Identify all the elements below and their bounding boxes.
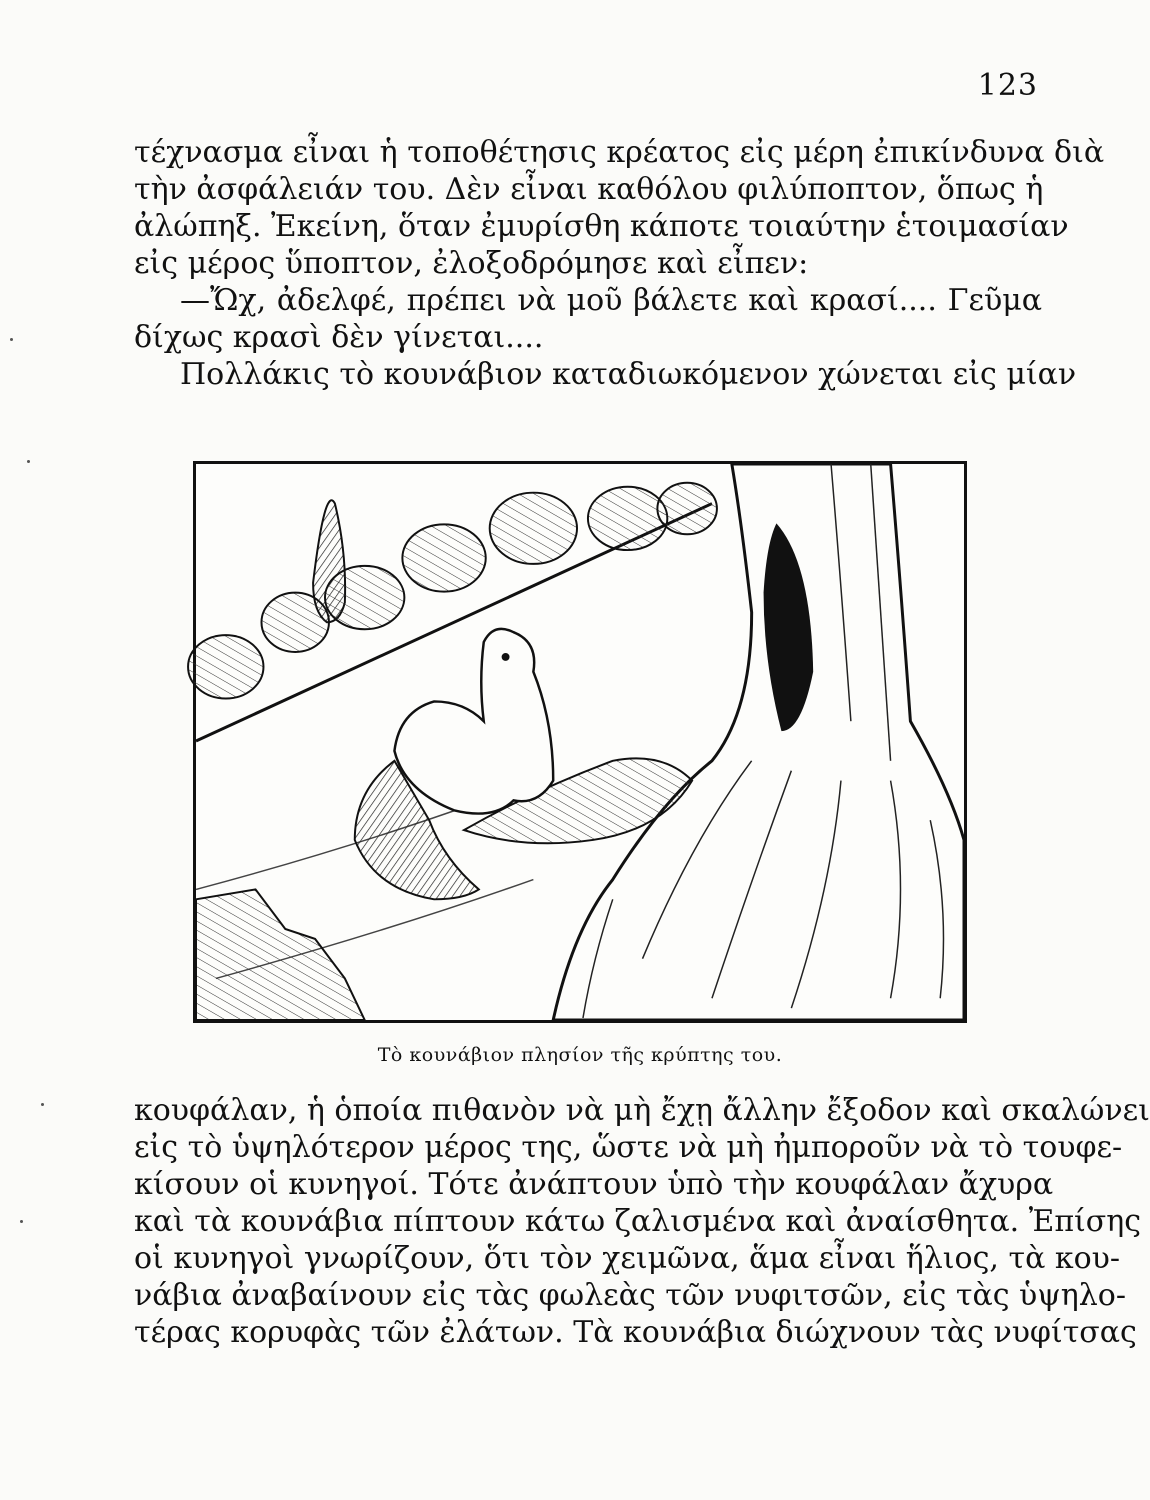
text-line: τέχνασμα εἶναι ἡ τοποθέτησις κρέατος εἰς μέρη ἐπικίνδυνα διὰ — [134, 135, 1105, 170]
text-line: κουφάλαν, ἡ ὁποία πιθανὸν νὰ μὴ ἔχῃ ἄλλην ἔξοδον καὶ σκαλώνει — [134, 1093, 1150, 1128]
paper-speck — [27, 460, 30, 463]
figure-caption: Τὸ κουνάβιον πλησίον τῆς κρύπτης του. — [377, 1044, 783, 1066]
paper-speck — [41, 1103, 44, 1106]
marten-illustration — [193, 461, 967, 1023]
text-line: τέρας κορυφὰς τῶν ἐλάτων. Τὰ κουνάβια διώχνουν τὰς νυφίτσας — [134, 1315, 1137, 1350]
text-line: ἀλώπηξ. Ἐκείνη, ὅταν ἐμυρίσθη κάποτε τοιαύτην ἑτοιμασίαν — [134, 209, 1069, 244]
text-line: τὴν ἀσφάλειάν του. Δὲν εἶναι καθόλου φιλύποπτον, ὅπως ἡ — [134, 172, 1044, 207]
text-line: οἱ κυνηγοὶ γνωρίζουν, ὅτι τὸν χειμῶνα, ἅμα εἶναι ἥλιος, τὰ κου- — [134, 1241, 1121, 1276]
text-top — [134, 134, 1105, 393]
text-line: καὶ τὰ κουνάβια πίπτουν κάτω ζαλισμένα καὶ ἀναίσθητα. Ἐπίσης — [134, 1204, 1142, 1239]
text-line: δίχως κρασὶ δὲν γίνεται.... — [134, 320, 544, 355]
text-line: κίσουν οἱ κυνηγοί. Τότε ἀνάπτουν ὑπὸ τὴν κουφάλαν ἄχυρα — [134, 1167, 1054, 1202]
text-line: εἰς τὸ ὑψηλότερον μέρος της, ὥστε νὰ μὴ ἠμποροῦν νὰ τὸ τουφε- — [134, 1130, 1123, 1165]
illustration-drawing — [196, 464, 964, 1020]
page-number: 123 — [977, 68, 1038, 103]
text-bottom — [134, 1092, 1150, 1351]
text-line: νάβια ἀναβαίνουν εἰς τὰς φωλεὰς τῶν νυφιτσῶν, εἰς τὰς ὑψηλο- — [134, 1278, 1126, 1313]
text-line: εἰς μέρος ὕποπτον, ἐλοξοδρόμησε καὶ εἶπεν: — [134, 246, 809, 281]
text-line: Πολλάκις τὸ κουνάβιον καταδιωκόμενον χώνεται εἰς μίαν — [180, 357, 1077, 392]
paper-speck — [20, 1220, 23, 1223]
text-line: —Ὤχ, ἀδελφέ, πρέπει νὰ μοῦ βάλετε καὶ κρασί.... Γεῦμα — [180, 283, 1042, 318]
paper-speck — [10, 338, 13, 341]
